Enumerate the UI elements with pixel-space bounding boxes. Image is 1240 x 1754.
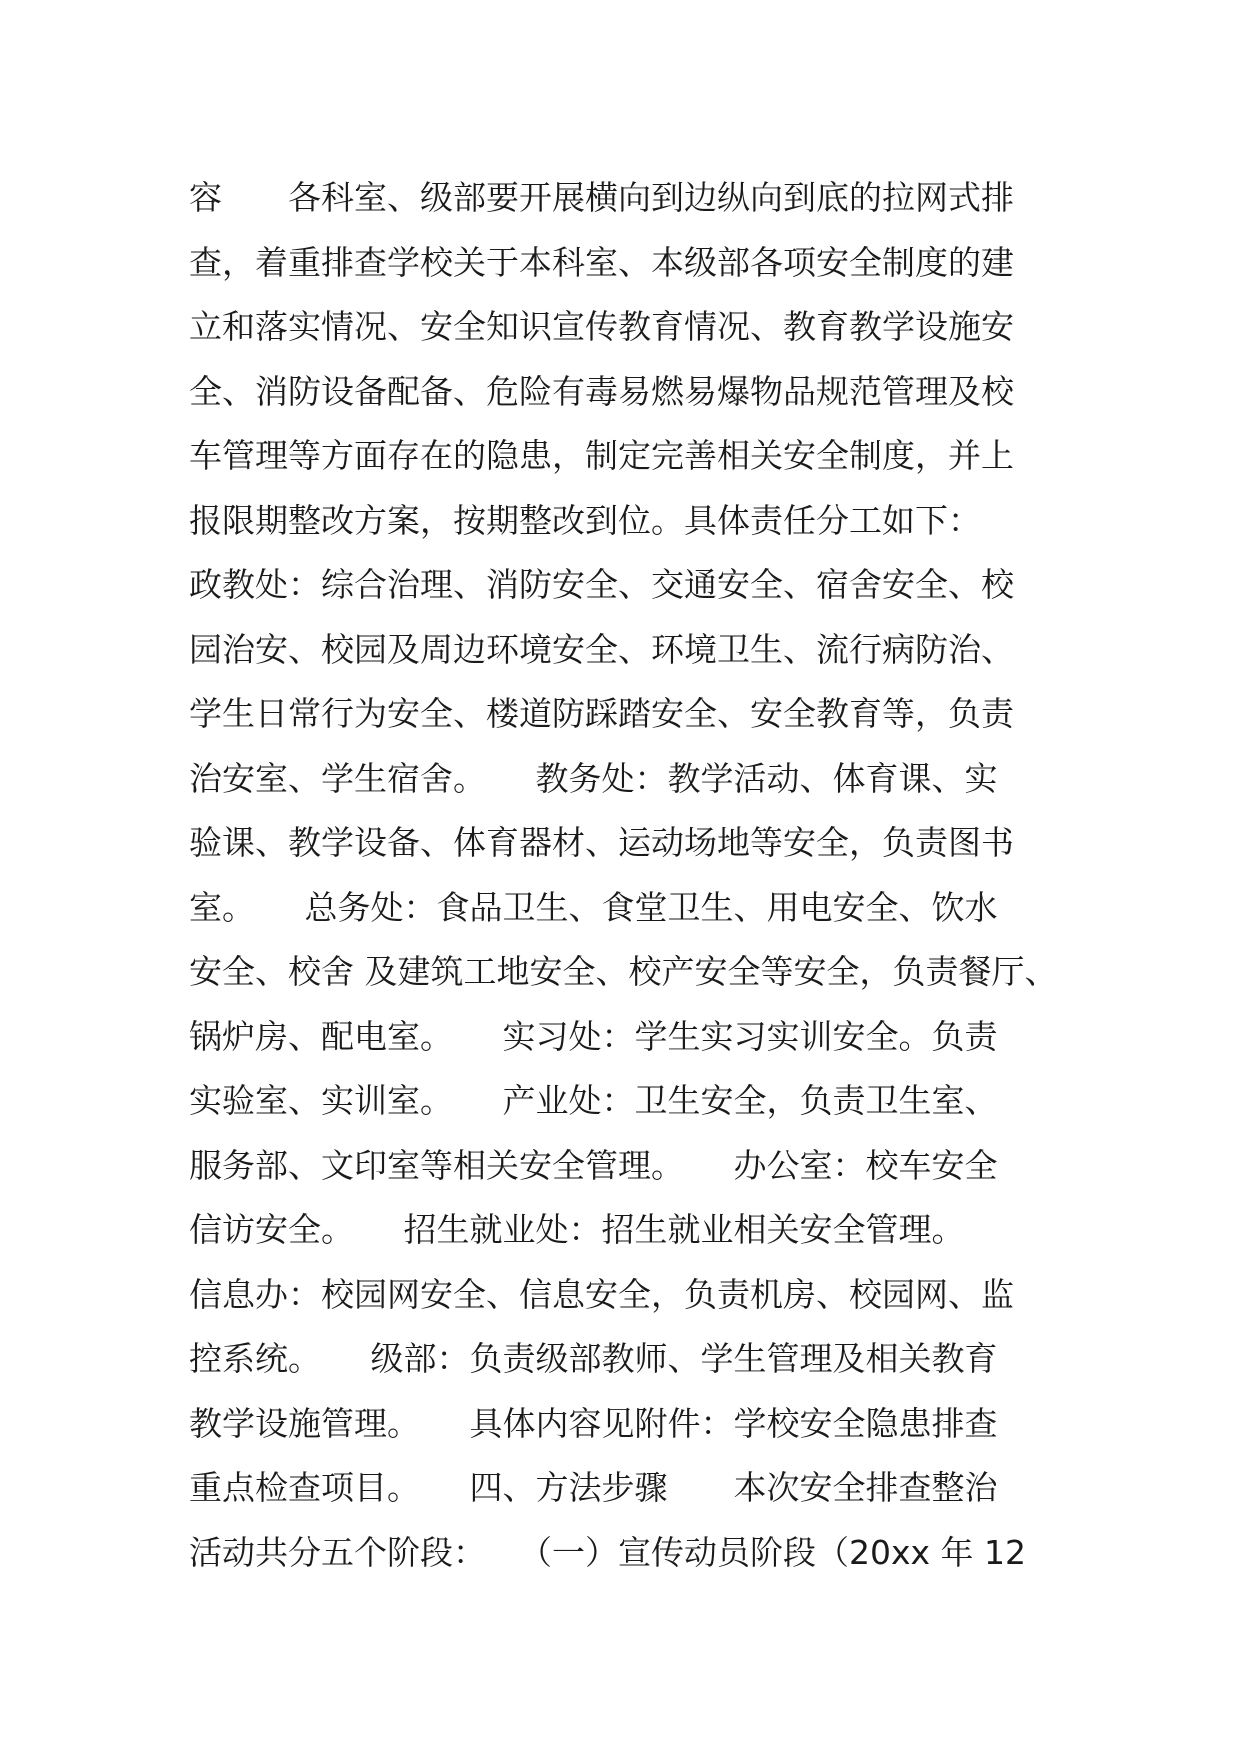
text-line: 信访安全。 招生就业处：招生就业相关安全管理。: [189, 1210, 965, 1249]
text-line: 实验室、实训室。 产业处：卫生安全，负责卫生室、: [189, 1081, 998, 1120]
text-line: 学生日常行为安全、楼道防踩踏安全、安全教育等，负责: [189, 694, 1014, 733]
text-line: 报限期整改方案，按期整改到位。具体责任分工如下：: [189, 500, 981, 540]
text-line: 车管理等方面存在的隐患，制定完善相关安全制度，并上: [189, 436, 1014, 475]
text-line: 政教处：综合治理、消防安全、交通安全、宿舍安全、校: [189, 565, 1014, 604]
text-line: 容 各科室、级部要开展横向到边纵向到底的拉网式排: [189, 178, 1014, 217]
text-line: 查，着重排查学校关于本科室、本级部各项安全制度的建: [189, 242, 1014, 282]
text-line: 信息办：校园网安全、信息安全，负责机房、校园网、监: [189, 1274, 1014, 1314]
text-line: 活动共分五个阶段： （一）宣传动员阶段（20xx 年 12: [189, 1532, 1027, 1572]
text-line: 验课、教学设备、体育器材、运动场地等安全，负责图书: [189, 823, 1014, 862]
text-line: 教学设施管理。 具体内容见附件：学校安全隐患排查: [189, 1403, 998, 1443]
text-line: 园治安、校园及周边环境安全、环境卫生、流行病防治、: [189, 629, 1014, 669]
text-line: 服务部、文印室等相关安全管理。 办公室：校车安全: [189, 1145, 998, 1185]
text-line: 安全、校舍 及建筑工地安全、校产安全等安全，负责餐厅、: [189, 952, 1058, 991]
text-line: 治安室、学生宿舍。 教务处：教学活动、体育课、实: [189, 758, 998, 798]
text-line: 立和落实情况、安全知识宣传教育情况、教育教学设施安: [189, 307, 1014, 346]
text-line: 室。 总务处：食品卫生、食堂卫生、用电安全、饮水: [189, 887, 998, 927]
text-line: 锅炉房、配电室。 实习处：学生实习实训安全。负责: [189, 1016, 998, 1056]
text-line: 重点检查项目。 四、方法步骤 本次安全排查整治: [189, 1468, 998, 1507]
text-line: 控系统。 级部：负责级部教师、学生管理及相关教育: [189, 1339, 998, 1378]
text-line: 全、消防设备配备、危险有毒易燃易爆物品规范管理及校: [189, 371, 1014, 411]
body-text: [189, 166, 1089, 1585]
